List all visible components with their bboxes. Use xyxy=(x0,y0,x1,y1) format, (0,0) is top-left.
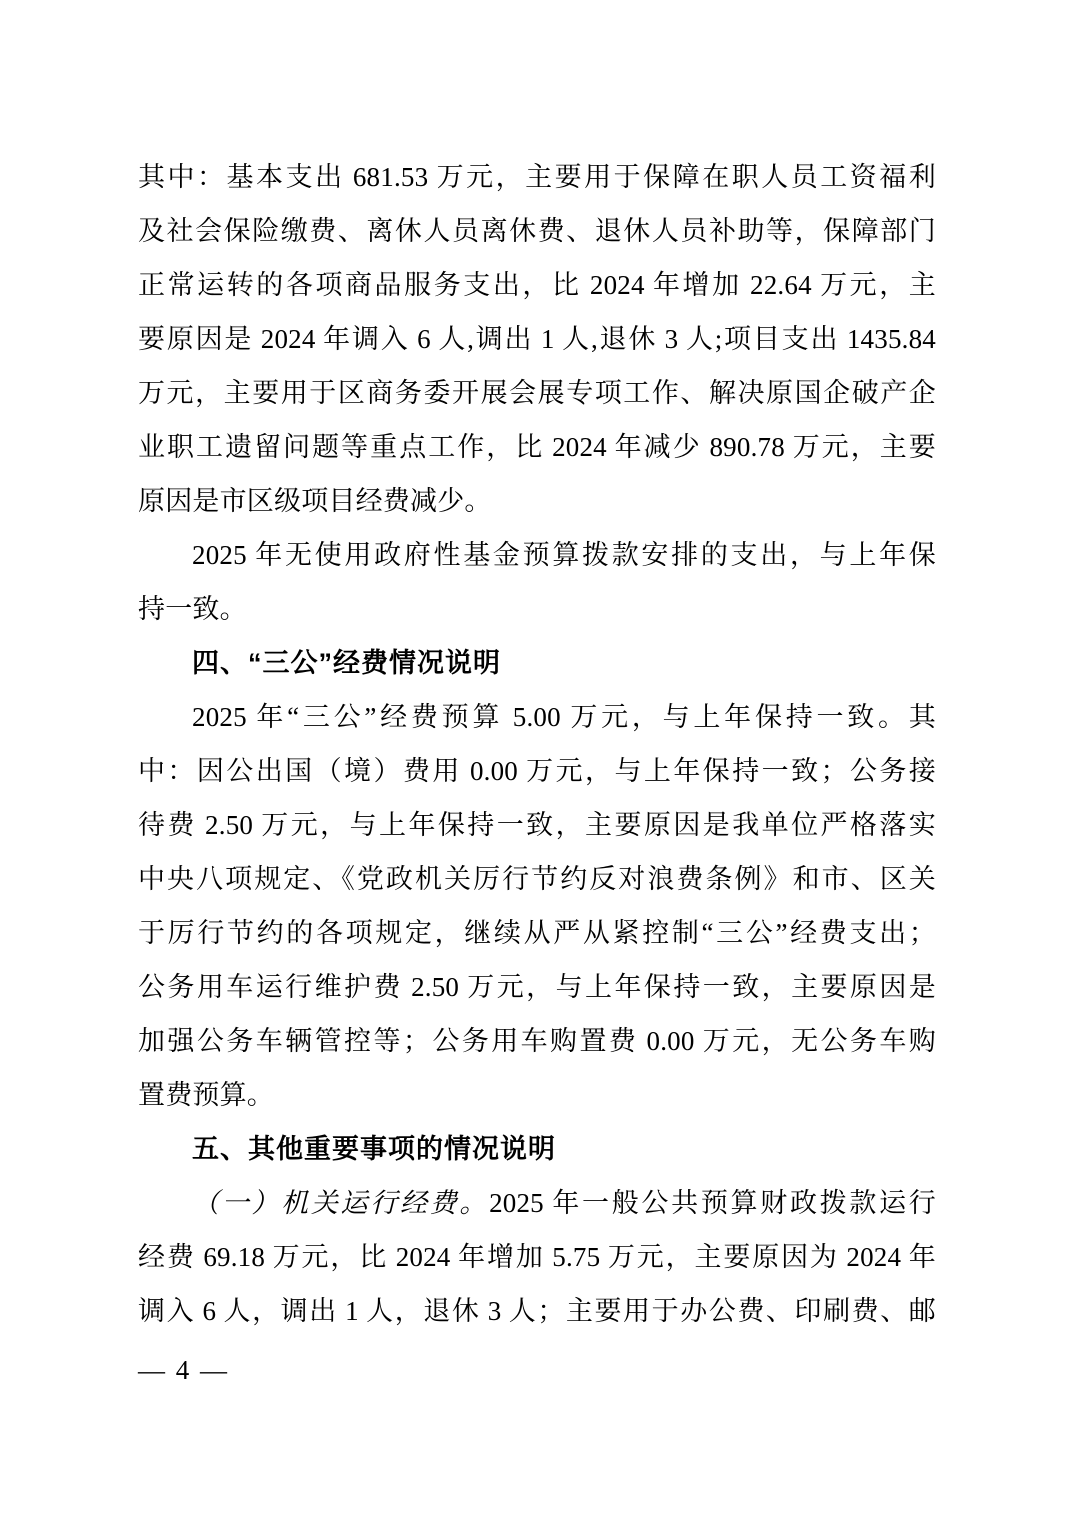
body-line: 及社会保险缴费、离休人员离休费、退休人员补助等，保障部门 xyxy=(138,216,936,246)
body-line: 2025 年“三公”经费预算 5.00 万元，与上年保持一致。其 xyxy=(192,702,936,732)
body-line: 公务用车运行维护费 2.50 万元，与上年保持一致，主要原因是 xyxy=(138,972,936,1002)
body-line: 持一致。 xyxy=(138,594,247,624)
paragraph-budget-expenditure xyxy=(138,150,936,528)
section-five-heading: 五、其他重要事项的情况说明 xyxy=(192,1134,556,1164)
body-line: 调入 6 人，调出 1 人，退休 3 人；主要用于办公费、印刷费、邮 xyxy=(138,1296,936,1326)
paragraph-three-public-funds xyxy=(138,690,936,1122)
section-four-heading: 四、“三公”经费情况说明 xyxy=(192,648,501,678)
paragraph-agency-operating-costs xyxy=(138,1176,936,1338)
body-line: 正常运转的各项商品服务支出，比 2024 年增加 22.64 万元，主 xyxy=(138,270,936,300)
body-line: 2025 年无使用政府性基金预算拨款安排的支出，与上年保 xyxy=(192,540,936,570)
document-body xyxy=(138,150,936,1338)
body-line: 于厉行节约的各项规定，继续从严从紧控制“三公”经费支出； xyxy=(138,918,936,948)
body-line: 业职工遗留问题等重点工作，比 2024 年减少 890.78 万元，主要 xyxy=(138,432,936,462)
body-line: 中：因公出国（境）费用 0.00 万元，与上年保持一致；公务接 xyxy=(138,756,936,786)
body-line: 置费预算。 xyxy=(138,1080,274,1110)
body-line xyxy=(138,1176,936,1230)
item-one-lead: （一）机关运行经费。 xyxy=(192,1188,490,1218)
body-line: 待费 2.50 万元，与上年保持一致，主要原因是我单位严格落实 xyxy=(138,810,936,840)
page-number: — 4 — xyxy=(138,1355,229,1385)
body-line: 中央八项规定、《党政机关厉行节约反对浪费条例》和市、区关 xyxy=(138,864,936,894)
paragraph-government-fund xyxy=(138,528,936,636)
body-line: 万元，主要用于区商务委开展会展专项工作、解决原国企破产企 xyxy=(138,378,936,408)
body-line: 原因是市区级项目经费减少。 xyxy=(138,486,492,516)
body-line: 加强公务车辆管控等；公务用车购置费 0.00 万元，无公务车购 xyxy=(138,1026,936,1056)
body-line: 要原因是 2024 年调入 6 人,调出 1 人,退休 3 人;项目支出 1435.84 xyxy=(138,324,936,354)
body-line: 其中：基本支出 681.53 万元，主要用于保障在职人员工资福利 xyxy=(138,162,936,192)
body-line: 经费 69.18 万元，比 2024 年增加 5.75 万元，主要原因为 2024 年 xyxy=(138,1242,936,1272)
body-line-text: 2025 年一般公共预算财政拨款运行 xyxy=(489,1188,936,1218)
